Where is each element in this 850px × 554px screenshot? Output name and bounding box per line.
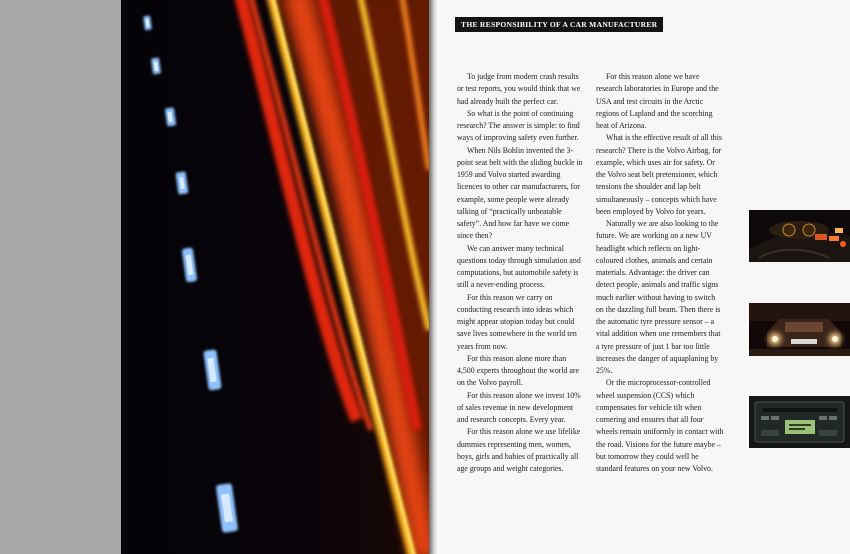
paragraph: Naturally we are also looking to the future. We are working on a new UV headlight which reflects on light-coloured clothes, animals and certain materials. Advantage: the driver can detect people, animals and traffic signs much earlier without having to switch on the dazzling full beam. Then there is the automatic tyre pressure sensor – a vital addition when one remembers that a tyre pressure of just 1 bar too little increases the danger of aquaplaning by 25%.: [596, 219, 721, 375]
dashboard-thumbnail: [749, 210, 850, 262]
paragraph: When Nils Bohlin invented the 3-point seat belt with the sliding buckle in 1959 and Volvo started awarding licences to other car manufacturers, for example, some people were already talking of “practically unbeatable safety”. And how far have we come since then?: [457, 145, 583, 241]
paragraph: To judge from modern crash results or test reports, you would think that we had already built the perfect car.: [457, 72, 581, 106]
page-gutter: [429, 0, 437, 554]
paragraph: For this reason alone more than 4,500 experts throughout the world are on the Volvo payroll.: [457, 353, 579, 388]
paragraph: For this reason alone we use lifelike dummies representing men, women, boys, girls and babies of practically all age groups and weight categories.: [457, 427, 581, 473]
left-margin: [0, 0, 121, 554]
car-stereo-thumbnail: [749, 396, 850, 448]
paragraph: For this reason alone we have research laboratories in Europe and the USA and test circuits in the Arctic regions of Lapland and the scorching heat of Arizona.: [596, 72, 719, 130]
paragraph: For this reason alone we invest 10% of sales revenue in new development and research concepts. Every year.: [457, 390, 581, 424]
paragraph: Or the microprocessor-controlled wheel suspension (CCS) which compensates for vehicle tilt when cornering and ensures that all four wheels remain uniformly in contact with the road. Visions for the future maybe – but tomorrow they could well be standard features on your new Volvo.: [596, 378, 724, 473]
paragraph: For this reason we carry on conducting research into ideas which might appear utopian today but could save lives somewhere in the world ten years from now.: [457, 292, 577, 351]
headlights-thumbnail: [749, 303, 850, 356]
text-column-left: [457, 71, 585, 475]
paragraph: What is the effective result of all this research? There is the Volvo Airbag, for example, which uses air for safety. Or the Volvo seat belt pretensioner, which tensions the shoulder and lap belt simultaneously – concepts which have been employed by Volvo for years.: [596, 133, 722, 216]
paragraph: So what is the point of continuing research? The answer is simple: to find ways of improving safety even further.: [457, 108, 580, 143]
night-highway-photo: [121, 0, 429, 554]
text-column-right: [596, 71, 724, 475]
page-heading: THE RESPONSIBILITY OF A CAR MANUFACTURER: [455, 17, 663, 32]
paragraph: We can answer many technical questions today through simulation and computations, but automobile safety is still a never-ending process.: [457, 243, 581, 290]
